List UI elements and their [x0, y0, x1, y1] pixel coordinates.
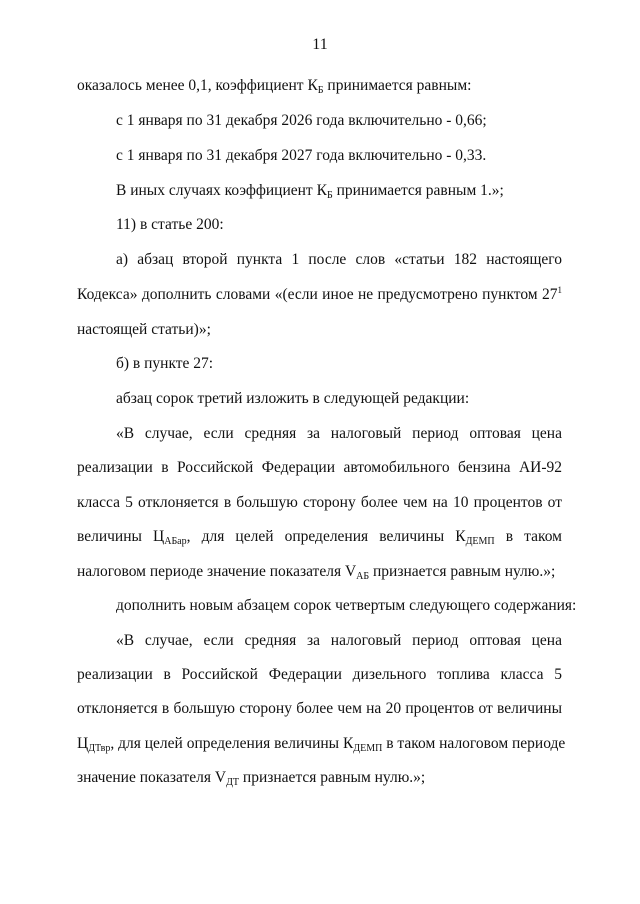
- page-number: 11: [312, 36, 328, 53]
- text-line-1: оказалось менее 0,1, коэффициент $К_Б$ принимается равным:: [77, 77, 472, 96]
- text-line-11: «В случае, если средняя за налоговый период оптовая цена: [116, 425, 562, 442]
- text-line-9: б) в пункте 27:: [116, 355, 214, 372]
- text-line-6: а) абзац второй пункта 1 после слов «статьи 182 настоящего: [116, 251, 562, 268]
- text-line-12: реализации в Российской Федерации автомобильного бензина АИ-92: [77, 459, 562, 476]
- text-line-10: абзац сорок третий изложить в следующей редакции:: [116, 390, 470, 407]
- text-line-13: класса 5 отклоняется в большую сторону более чем на 10 процентов от: [77, 494, 562, 511]
- text-line-8: настоящей статьи)»;: [77, 321, 211, 338]
- text-line-15: налоговом периоде значение показателя $V_{АБ}$ признается равным нулю.»;: [77, 563, 556, 582]
- text-line-5: 11) в статье 200:: [116, 216, 224, 233]
- text-line-14: величины $Ц_{АБар}$, для целей определения величины $К_{ДЕМП}$ в таком: [77, 528, 562, 547]
- text-line-21: значение показателя $V_{ДТ}$ признается равным нулю.»;: [77, 769, 426, 788]
- text-line-18: реализации в Российской Федерации дизельного топлива класса 5: [77, 666, 562, 683]
- text-line-4: В иных случаях коэффициент $К_Б$ принимается равным 1.»;: [116, 182, 504, 201]
- text-line-17: «В случае, если средняя за налоговый период оптовая цена: [116, 632, 562, 649]
- text-line-3: с 1 января по 31 декабря 2027 года включительно - 0,33.: [116, 147, 487, 164]
- text-line-16: дополнить новым абзацем сорок четвертым следующего содержания:: [116, 597, 577, 614]
- text-line-20: $Ц_{ДТвр}$, для целей определения величины $К_{ДЕМП}$ в таком налоговом периоде: [77, 735, 566, 754]
- text-line-2: с 1 января по 31 декабря 2026 года включительно - 0,66;: [116, 112, 487, 129]
- text-line-19: отклоняется в большую сторону более чем на 20 процентов от величины: [77, 700, 562, 717]
- text-line-7: Кодекса» дополнить словами «(если иное не предусмотрено пунктом $27^1$: [77, 285, 562, 303]
